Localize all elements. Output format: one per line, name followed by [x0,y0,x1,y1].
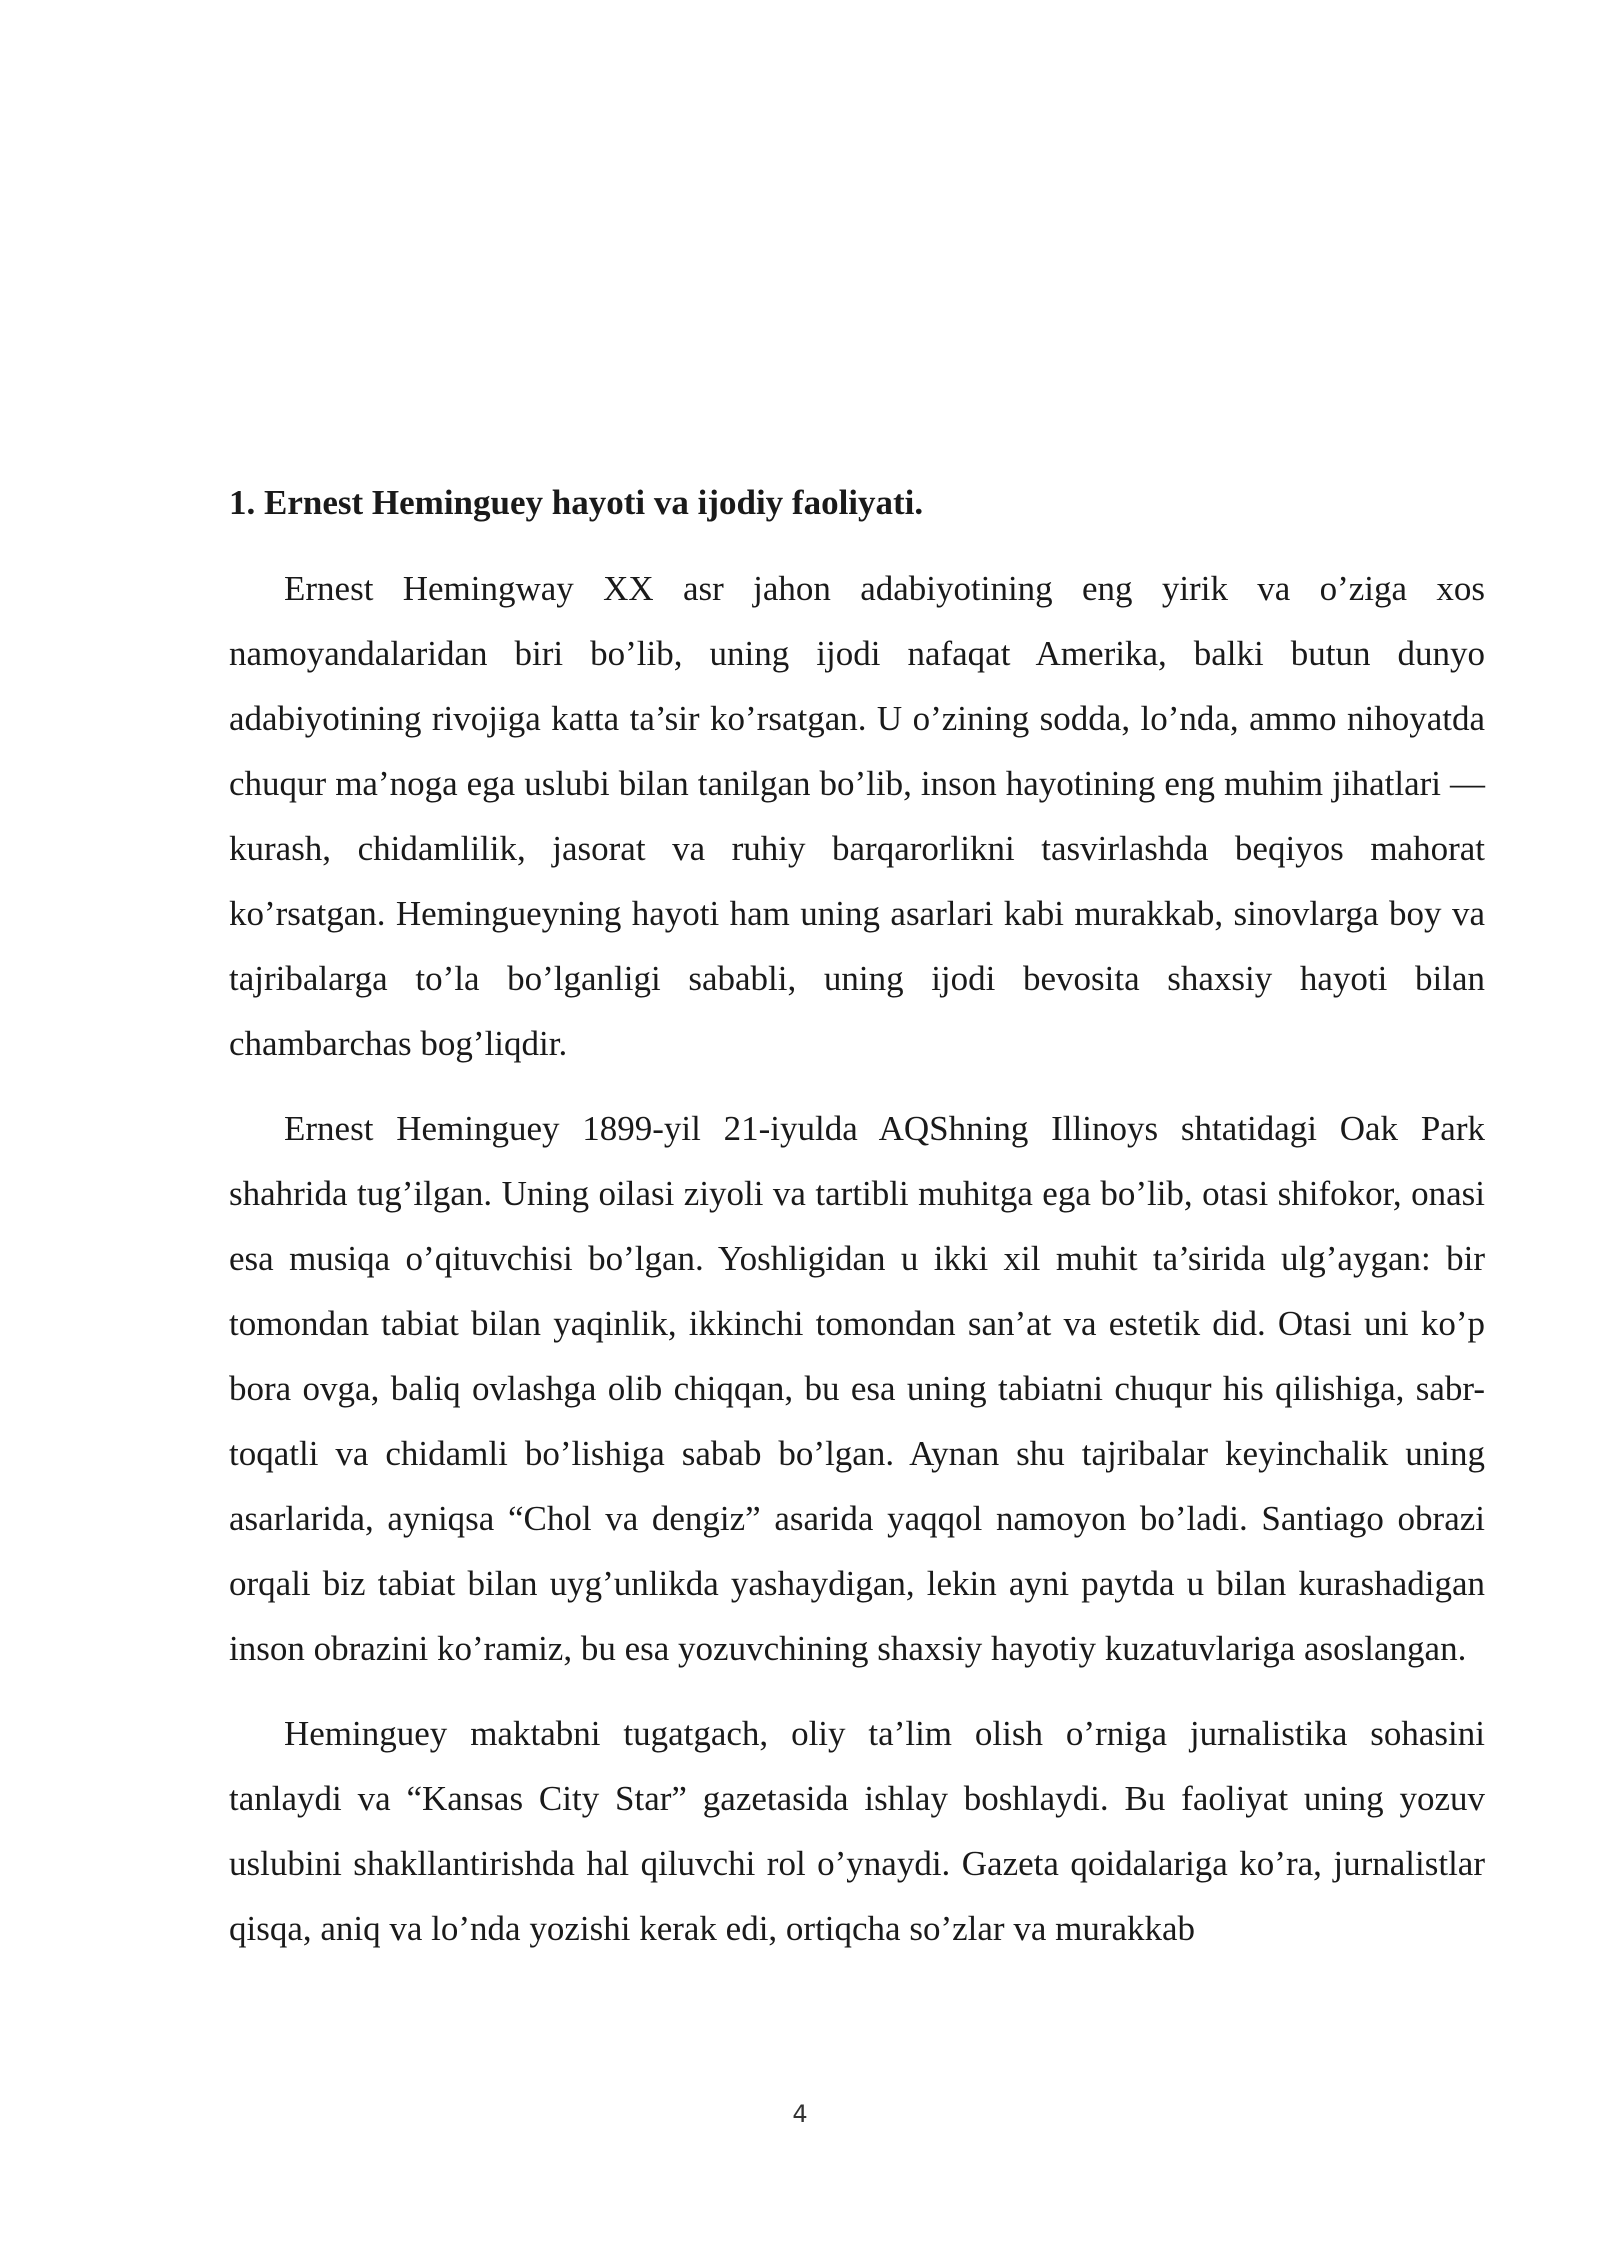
page-content [229,480,1485,1981]
paragraph-1: Ernest Hemingway XX asr jahon adabiyotining eng yirik va o’ziga xos namoyandalaridan biri bo’lib, uning ijodi nafaqat Amerika, balki butun dunyo adabiyotining rivojiga katta ta’sir ko’rsatgan. U o’zining sodda, lo’nda, ammo nihoyatda chuqur ma’noga ega uslubi bilan tanilgan bo’lib, inson hayotining eng muhim jihatlari — kurash, chidamlilik, jasorat va ruhiy barqarorlikni tasvirlashda beqiyos mahorat ko’rsatgan. Hemingueyning hayoti ham uning asarlari kabi murakkab, sinovlarga boy va tajribalarga to’la bo’lganligi sababli, uning ijodi bevosita shaxsiy hayoti bilan chambarchas bog’liqdir. [229,568,1485,1063]
page-number: 4 [792,2100,808,2128]
section-heading: 1. Ernest Heminguey hayoti va ijodiy faoliyati. [229,483,924,522]
paragraph-2: Ernest Heminguey 1899-yil 21-iyulda AQShning Illinoys shtatidagi Oak Park shahrida tug’ilgan. Uning oilasi ziyoli va tartibli muhitga ega bo’lib, otasi shifokor, onasi esa musiqa o’qituvchisi bo’lgan. Yoshligidan u ikki xil muhit ta’sirida ulg’aygan: bir tomondan tabiat bilan yaqinlik, ikkinchi tomondan san’at va estetik did. Otasi uni ko’p bora ovga, baliq ovlashga olib chiqqan, bu esa uning tabiatni chuqur his qilishiga, sabr-toqatli va chidamli bo’lishiga sabab bo’lgan. Aynan shu tajribalar keyinchalik uning asarlarida, ayniqsa “Chol va dengiz” asarida yaqqol namoyon bo’ladi. Santiago obrazi orqali biz tabiat bilan uyg’unlikda yashaydigan, lekin ayni paytda u bilan kurashadigan inson obrazini ko’ramiz, bu esa yozuvchining shaxsiy hayotiy kuzatuvlariga asoslangan. [229,1108,1485,1668]
paragraph-3: Heminguey maktabni tugatgach, oliy ta’lim olish o’rniga jurnalistika sohasini tanlaydi va “Kansas City Star” gazetasida ishlay boshlaydi. Bu faoliyat uning yozuv uslubini shakllantirishda hal qiluvchi rol o’ynaydi. Gazeta qoidalariga ko’ra, jurnalistlar qisqa, aniq va lo’nda yozishi kerak edi, ortiqcha so’zlar va murakkab [229,1713,1485,1948]
